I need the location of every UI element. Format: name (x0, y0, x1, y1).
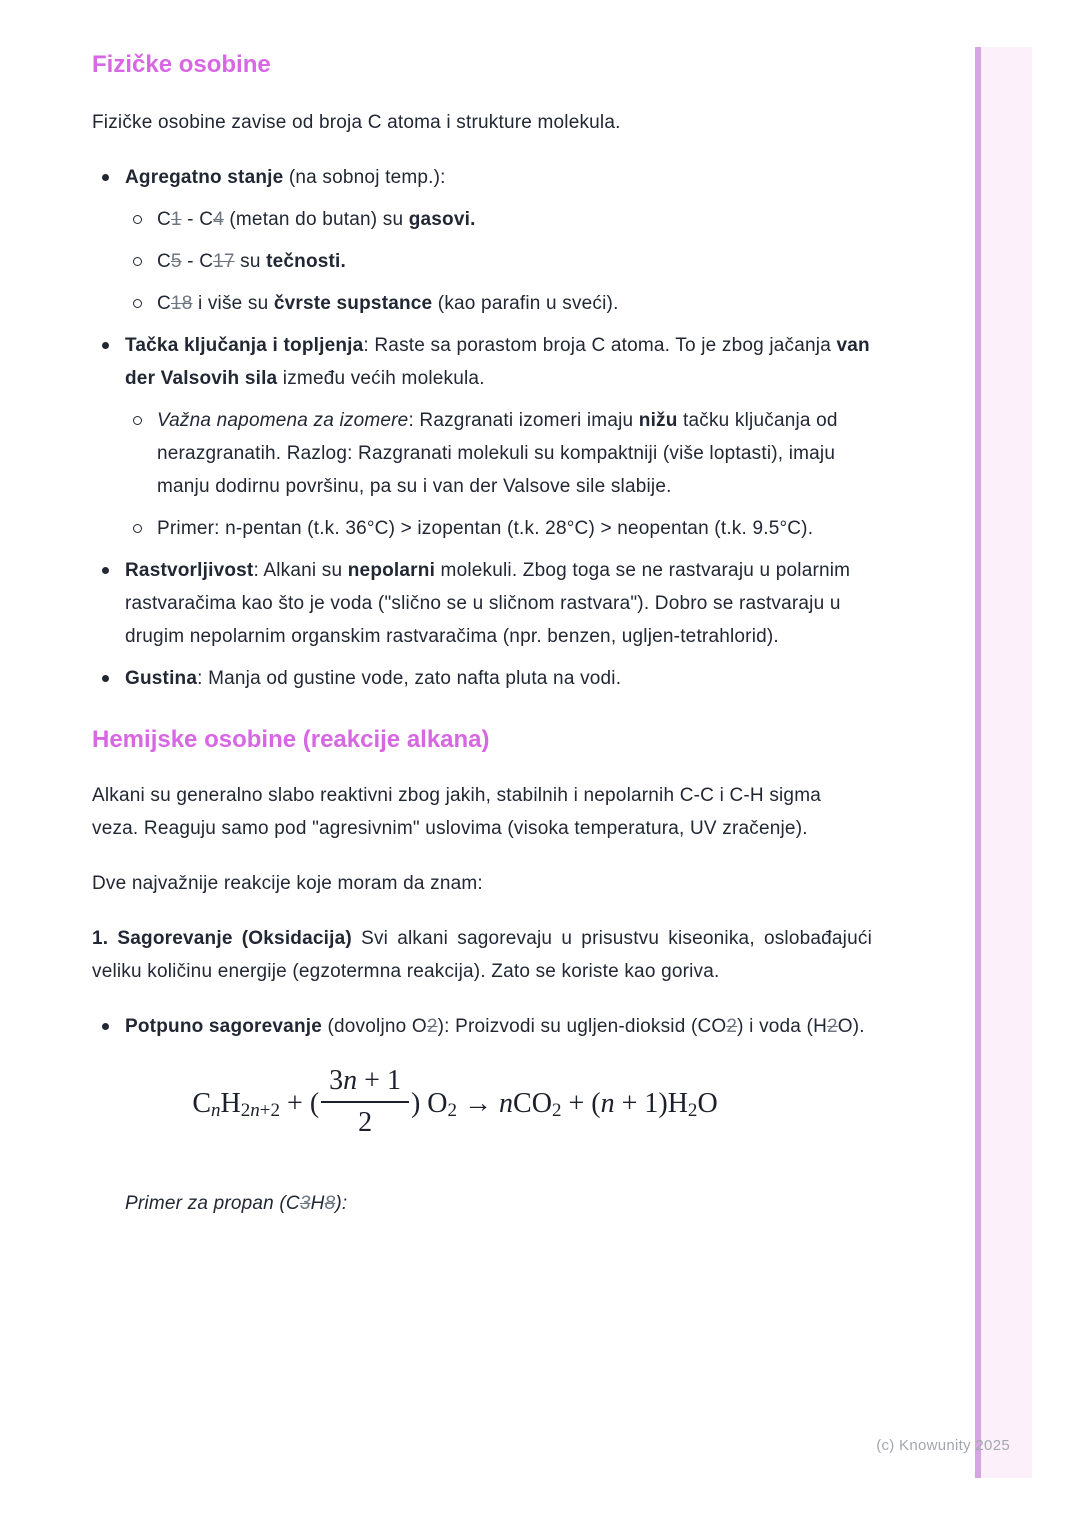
section-heading-hemijske-osobine: Hemijske osobine (reakcije alkana) (92, 726, 490, 753)
section-heading-fizicke-osobine: Fizičke osobine (92, 51, 271, 78)
list-item-tacka-kljucanja: Tačka ključanja i topljenja: Raste sa porastom broja C atoma. To je zbog jačanja van der Valsovih sila između većih molekula. (92, 329, 872, 395)
bullet-dot-icon (102, 174, 109, 181)
list-item-primer-pentan: Primer: n-pentan (t.k. 36°C) > izopentan (t.k. 28°C) > neopentan (t.k. 9.5°C). (125, 512, 872, 545)
bullet-dot-icon (102, 1023, 109, 1030)
list-item-c5-c17-tecnosti: C5 - C17 su tečnosti. (125, 245, 872, 278)
chemical-equation: $C_nH_{2n+2}$ + ( $\frac{3n + 1}{2}$ ) $O_2 \to nCO_2 + (n + 1)H_2O$ (192, 1065, 718, 1138)
list-item-agregatno-stanje: Agregatno stanje (na sobnoj temp.): (92, 161, 872, 194)
list-item-c18-cvrste: C18 i više su čvrste supstance (kao parafin u sveći). (125, 287, 872, 320)
bullet-dot-icon (102, 342, 109, 349)
bullet-dot-icon (102, 567, 109, 574)
example-caption-propan: Primer za propan (C3H8): (125, 1193, 348, 1214)
circle-bullet-icon (133, 524, 142, 533)
bullet-dot-icon (102, 675, 109, 682)
highlight-stripe (975, 47, 1032, 1478)
circle-bullet-icon (133, 299, 142, 308)
intro-paragraph: Fizičke osobine zavise od broja C atoma i strukture molekula. (92, 112, 621, 133)
equation-block (65, 1065, 845, 1143)
fraction: $\frac{3n + 1}{2}$ (321, 1065, 409, 1139)
paragraph-dve-reakcije: Dve najvažnije reakcije koje moram da znam: (92, 873, 483, 894)
list-item-c1-c4-gasovi: C1 - C4 (metan do butan) su gasovi. (125, 203, 872, 236)
paragraph-sagorevanje: 1. Sagorevanje (Oksidacija) Svi alkani sagorevaju u prisustvu kiseonika, oslobađajući veliku količinu energije (egzotermna reakcija). Zato se koriste kao goriva. (92, 928, 872, 982)
paragraph-alkani-reaktivnost: Alkani su generalno slabo reaktivni zbog jakih, stabilnih i nepolarnih C-C i C-H sigma veza. Reaguju samo pod "agresivnim" uslovima (visoka temperatura, UV zračenje). (92, 785, 821, 839)
list-item-potpuno-sagorevanje: Potpuno sagorevanje (dovoljno O2): Proizvodi su ugljen-dioksid (CO2) i voda (H2O). (92, 1010, 872, 1043)
circle-bullet-icon (133, 416, 142, 425)
list-item-gustina: Gustina: Manja od gustine vode, zato nafta pluta na vodi. (92, 662, 872, 695)
circle-bullet-icon (133, 215, 142, 224)
copyright-watermark: (c) Knowunity 2025 (876, 1437, 1010, 1454)
circle-bullet-icon (133, 257, 142, 266)
list-item-vazna-napomena: Važna napomena za izomere: Razgranati izomeri imaju nižu tačku ključanja od nerazgranatih. Razlog: Razgranati molekuli su kompaktniji (više loptasti), imaju manju dodirnu površinu, pa su i van der Valsove sile slabije. (125, 404, 872, 503)
list-item-rastvorljivost: Rastvorljivost: Alkani su nepolarni molekuli. Zbog toga se ne rastvaraju u polarnim rastvaračima kao što je voda ("slično se u sličnom rastvara"). Dobro se rastvaraju u drugim nepolarnim organskim rastvaračima (npr. benzen, ugljen-tetrahlorid). (92, 554, 872, 653)
content-column (92, 50, 872, 1242)
